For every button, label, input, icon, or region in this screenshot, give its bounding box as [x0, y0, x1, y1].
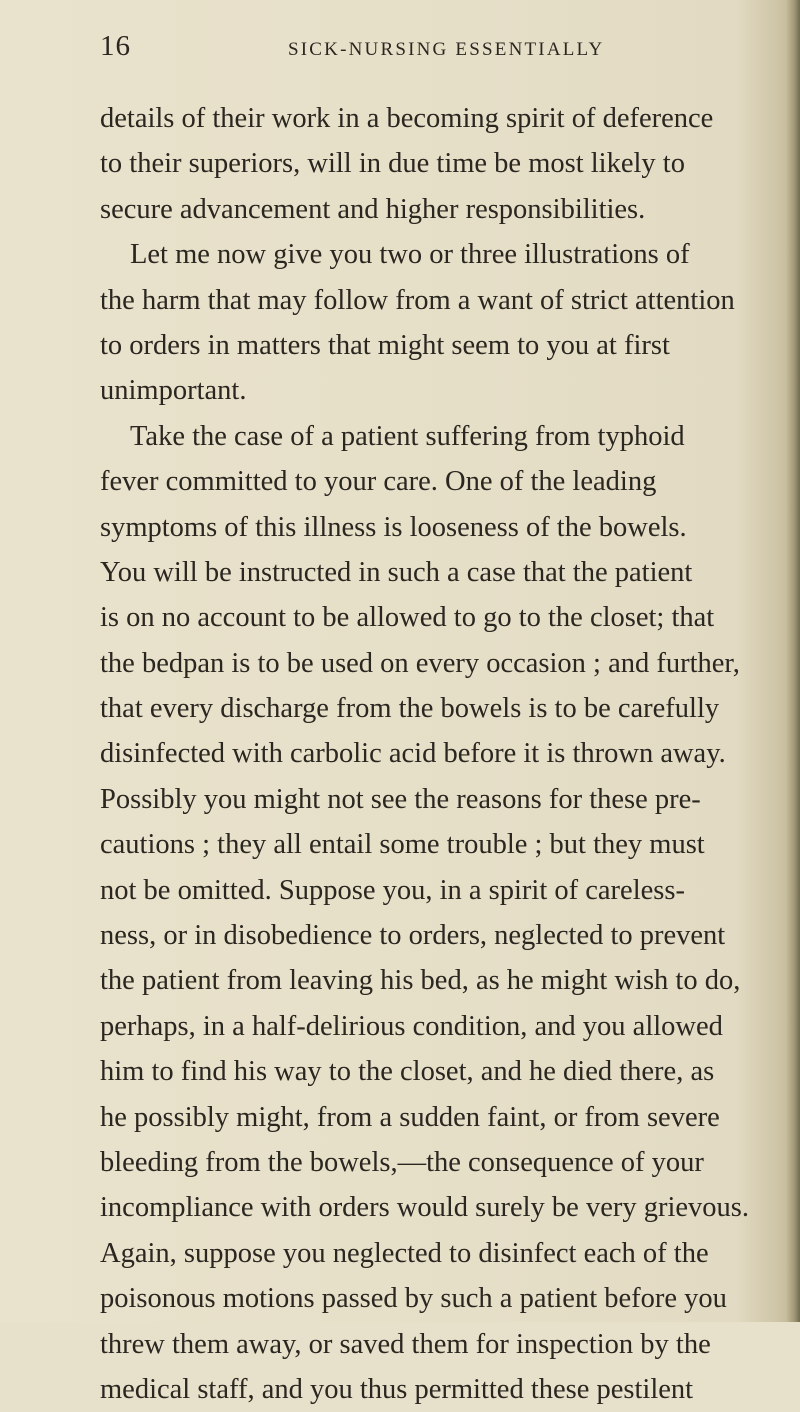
text-line: Possibly you might not see the reasons for these pre-: [100, 783, 701, 815]
page-header: [100, 30, 760, 70]
text-line: not be omitted. Suppose you, in a spirit of careless-: [100, 874, 685, 906]
text-line: perhaps, in a half-delirious condition, and you allowed: [100, 1010, 723, 1042]
text-line: is on no account to be allowed to go to the closet; that: [100, 602, 715, 634]
text-line: You will be instructed in such a case that the patient: [100, 556, 693, 588]
text-line: that every discharge from the bowels is to be carefully: [100, 693, 720, 725]
text-line: cautions ; they all entail some trouble ; but they must: [100, 829, 705, 861]
text-line: Let me now give you two or three illustrations of: [130, 239, 690, 271]
page-number: 16: [100, 30, 131, 62]
text-line: threw them away, or saved them for inspection by the: [100, 1328, 711, 1360]
text-line: symptoms of this illness is looseness of the bowels.: [100, 511, 687, 543]
text-line: incompliance with orders would surely be very grievous.: [100, 1192, 750, 1224]
text-line: disinfected with carbolic acid before it is thrown away.: [100, 738, 726, 770]
text-line: he possibly might, from a sudden faint, or from severe: [100, 1101, 720, 1133]
text-line: medical staff, and you thus permitted these pestilent: [100, 1373, 694, 1405]
text-line: unimportant.: [100, 375, 247, 407]
text-line: the patient from leaving his bed, as he might wish to do,: [100, 965, 741, 997]
text-line: ness, or in disobedience to orders, neglected to prevent: [100, 920, 726, 952]
page-edge-shadow: [786, 0, 800, 1322]
text-line: poisonous motions passed by such a patient before you: [100, 1283, 727, 1315]
text-line: secure advancement and higher responsibilities.: [100, 193, 646, 225]
text-line: the harm that may follow from a want of strict attention: [100, 284, 735, 316]
text-line: Take the case of a patient suffering from typhoid: [130, 420, 685, 452]
body-text: [100, 96, 780, 1412]
text-line: to orders in matters that might seem to you at first: [100, 329, 670, 361]
text-line: bleeding from the bowels,—the consequence of your: [100, 1146, 704, 1178]
text-line: Again, suppose you neglected to disinfect each of the: [100, 1237, 709, 1269]
running-head: SICK-NURSING ESSENTIALLY: [288, 39, 605, 60]
text-line: the bedpan is to be used on every occasion ; and further,: [100, 647, 740, 679]
text-line: him to find his way to the closet, and he died there, as: [100, 1056, 715, 1088]
text-line: details of their work in a becoming spirit of deference: [100, 103, 714, 134]
text-line: fever committed to your care. One of the leading: [100, 466, 657, 498]
text-line: to their superiors, will in due time be most likely to: [100, 148, 685, 180]
